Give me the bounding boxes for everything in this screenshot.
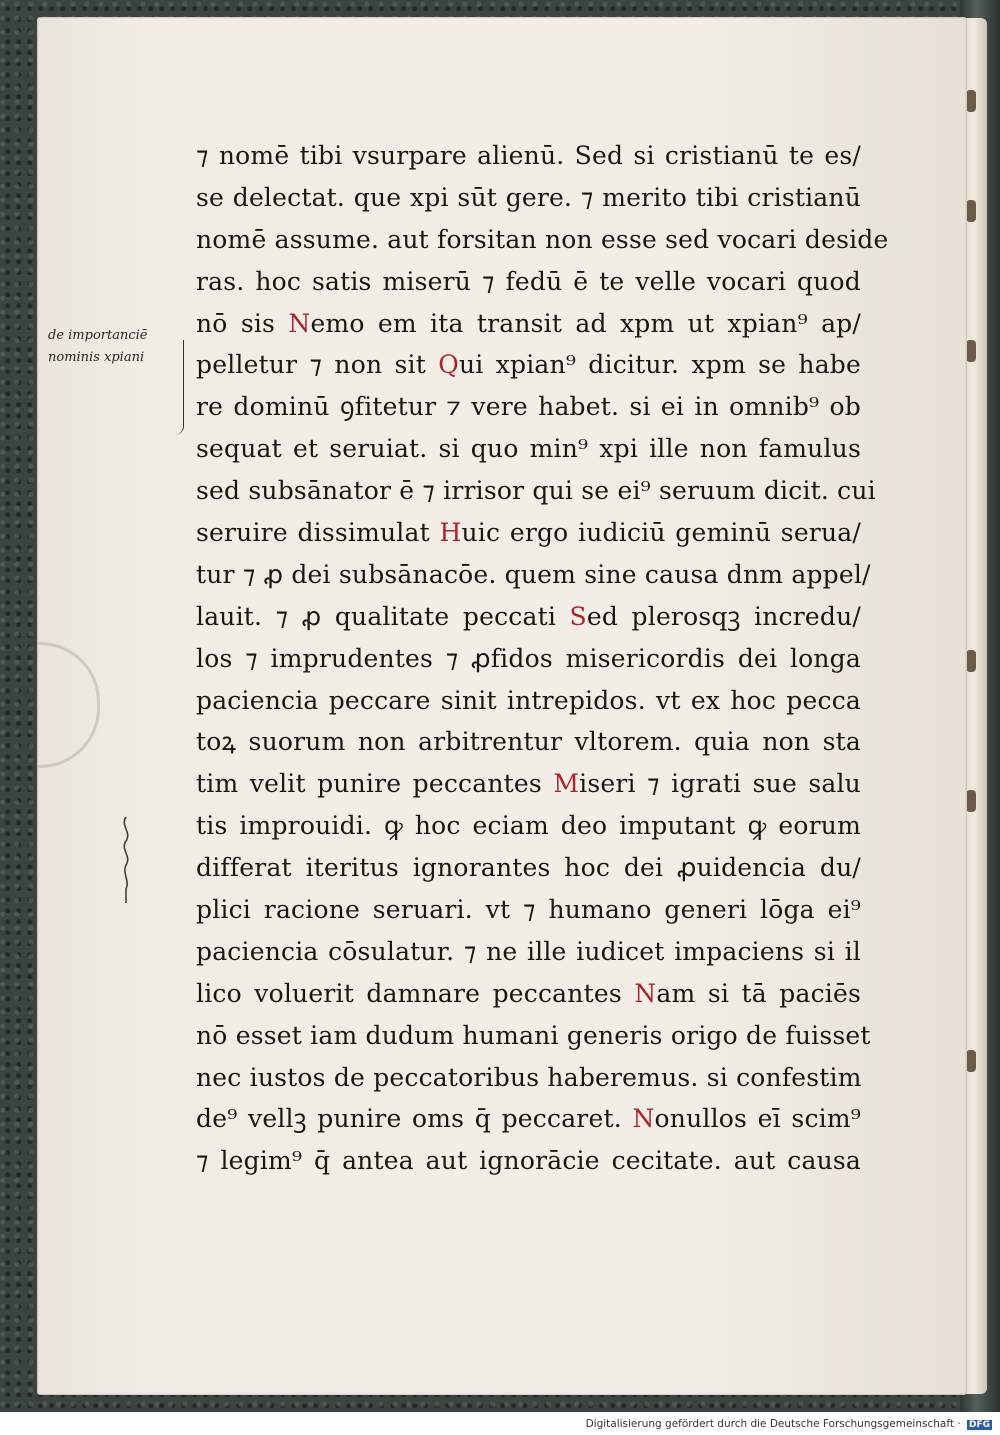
- binding-stitch: [966, 90, 976, 112]
- text-line: [196, 386, 861, 428]
- text-line: [196, 554, 871, 596]
- rubricated-initial: N: [632, 1104, 655, 1134]
- funding-text: Digitalisierung gefördert durch die Deutsche Forschungsgemeinschaft ·: [585, 1418, 961, 1430]
- text-line: [196, 428, 861, 470]
- text-segment: tim velit punire peccantes: [196, 769, 554, 799]
- rubricated-initial: N: [634, 978, 657, 1008]
- text-line: [196, 261, 861, 303]
- text-segment: de⁹ vellꝫ punire oms q̄ peccaret.: [196, 1104, 633, 1134]
- text-segment: re dominū ꝯfitetur ⁊ vere habet. si ei in omnib⁹ ob: [196, 392, 861, 422]
- text-segment: ⁊ legim⁹ q̄ antea aut ignorācie cecitate. aut causa: [196, 1146, 861, 1176]
- text-segment: plici racione seruari. vt ⁊ humano generi lōga ei⁹: [196, 895, 861, 925]
- text-line: [196, 763, 861, 805]
- text-segment: lauit. ⁊ ꝓ qualitate peccati: [196, 601, 570, 631]
- binding-stitch: [966, 200, 976, 222]
- binding-stitch: [966, 1050, 976, 1072]
- text-segment: iseri ⁊ igrati sue salu: [579, 769, 861, 799]
- text-line: [196, 680, 861, 722]
- text-segment: tis improuidi. ꝙ hoc eciam deo imputant ꝙ eorum: [196, 811, 861, 841]
- rubricated-initial: Q: [438, 350, 459, 380]
- text-segment: ⁊ nomē tibi vsurpare alienū. Sed si cristianū te es/: [196, 141, 861, 170]
- rubricated-initial: S: [569, 601, 587, 631]
- text-segment: paciencia cōsulatur. ⁊ ne ille iudicet impaciens si il: [196, 936, 861, 966]
- text-segment: nec iustos de peccatoribus haberemus. si confestim: [196, 1062, 862, 1092]
- text-line: [196, 638, 861, 680]
- text-line: [196, 847, 861, 889]
- text-segment: se delectat. que xpi sūt gere. ⁊ merito tibi cristianū: [196, 182, 861, 212]
- main-text-block: [196, 135, 889, 1182]
- rubricated-initial: H: [439, 518, 462, 548]
- text-segment: pelletur ⁊ non sit: [196, 350, 439, 380]
- binding-stitch: [966, 790, 976, 812]
- binding-stitch: [966, 650, 976, 672]
- binding-stitch: [966, 340, 976, 362]
- text-line: [196, 177, 861, 219]
- funding-footer: [586, 1418, 992, 1430]
- text-segment: ed plerosqꝫ incredu/: [586, 601, 861, 631]
- text-segment: onullos eī scim⁹: [654, 1104, 861, 1134]
- text-line: [196, 721, 861, 763]
- text-line: [196, 1140, 861, 1182]
- text-line: [196, 303, 861, 345]
- marginal-note-line: de importanciē: [48, 328, 148, 343]
- page-clip-mark: [37, 642, 100, 768]
- text-segment: differat iteritus ignorantes hoc dei ꝓuidencia du/: [196, 853, 861, 883]
- text-line: [196, 596, 861, 638]
- rubricated-initial: M: [553, 769, 580, 799]
- text-segment: seruire dissimulat: [196, 518, 440, 548]
- text-line: [196, 1057, 861, 1099]
- text-line: [196, 931, 861, 973]
- text-segment: toꝝ suorum non arbitrentur vltorem. quia non sta: [196, 727, 861, 757]
- text-segment: lico voluerit damnare peccantes: [196, 978, 635, 1008]
- text-line: [196, 219, 889, 261]
- text-segment: los ⁊ imprudentes ⁊ ꝓfidos misericordis dei longa: [196, 643, 861, 673]
- text-segment: sequat et seruiat. si quo min⁹ xpi ille non famulus: [196, 434, 861, 464]
- text-segment: am si tā paciēs: [656, 978, 861, 1008]
- dfg-logo: DFG: [968, 1420, 990, 1430]
- text-segment: nomē assume. aut forsitan non esse sed vocari deside: [196, 224, 889, 254]
- text-line: [196, 805, 861, 847]
- text-line: [196, 889, 861, 931]
- marginal-bracket: [175, 340, 184, 435]
- text-segment: emo em ita transit ad xpm ut xpian⁹ ap/: [310, 308, 861, 338]
- text-line: [196, 470, 876, 512]
- text-line: [196, 1098, 861, 1140]
- text-line: [196, 1015, 871, 1057]
- marginal-flourish-icon: [116, 815, 136, 905]
- marginal-note-line: nominis xpiani: [48, 350, 145, 365]
- text-segment: uic ergo iudiciū geminū serua/: [461, 518, 861, 548]
- text-line: [196, 344, 861, 386]
- text-segment: paciencia peccare sinit intrepidos. vt ex hoc pecca: [196, 685, 861, 715]
- text-line: [196, 135, 861, 177]
- text-segment: tur ⁊ ꝓ dei subsānacōe. quem sine causa dnm appel/: [196, 559, 871, 589]
- text-segment: sed subsānator ē ⁊ irrisor qui se ei⁹ seruum dicit. cui: [196, 476, 876, 506]
- text-segment: nō sis: [196, 308, 289, 338]
- rubricated-initial: N: [288, 308, 311, 338]
- text-line: [196, 973, 861, 1015]
- text-line: [196, 512, 861, 554]
- text-segment: ui xpian⁹ dicitur. xpm se habe: [458, 350, 861, 380]
- text-segment: nō esset iam dudum humani generis origo de fuisset: [196, 1020, 871, 1050]
- text-segment: ras. hoc satis miserū ⁊ fedū ē te velle vocari quod: [196, 266, 861, 296]
